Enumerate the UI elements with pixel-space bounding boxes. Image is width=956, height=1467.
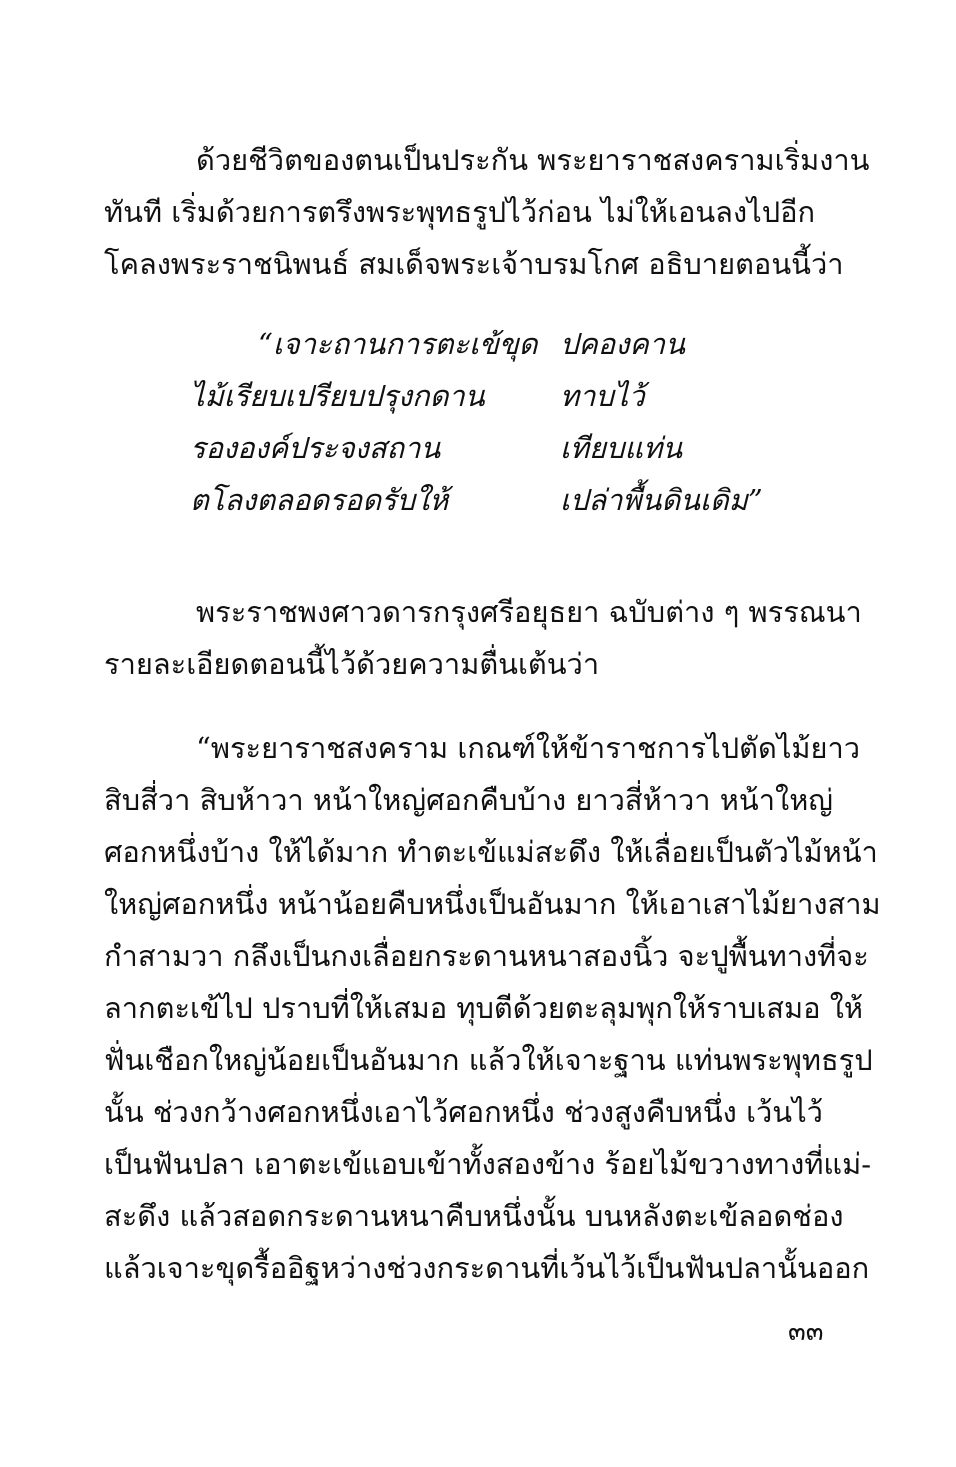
- verse-line-4-right: เปล่าพื้นดินเดิม”: [560, 483, 763, 517]
- page-number: ๓๓: [788, 1317, 824, 1347]
- paragraph-3-line-8: นั้น ช่วงกว้างศอกหนึ่งเอาไว้ศอกหนึ่ง ช่วงสูงคืบหนึ่ง เว้นไว้: [104, 1095, 823, 1129]
- paragraph-3-line-11: แล้วเจาะขุดรื้ออิฐหว่างช่วงกระดานที่เว้นไว้เป็นฟันปลานั้นออก: [104, 1251, 870, 1285]
- paragraph-3-line-7: ฟั่นเชือกใหญ่น้อยเป็นอันมาก แล้วให้เจาะฐาน แท่นพระพุทธรูป: [104, 1043, 873, 1077]
- paragraph-1-line-3: โคลงพระราชนิพนธ์ สมเด็จพระเจ้าบรมโกศ อธิบายตอนนี้ว่า: [104, 247, 844, 281]
- verse-line-4-left: ตโลงตลอดรอดรับให้: [190, 483, 449, 517]
- paragraph-1-line-1: ด้วยชีวิตของตนเป็นประกัน พระยาราชสงครามเริ่มงาน: [196, 143, 870, 177]
- verse-line-3-right: เทียบแท่น: [560, 431, 683, 465]
- paragraph-3-line-1: “พระยาราชสงคราม เกณฑ์ให้ข้าราชการไปตัดไม้ยาว: [196, 731, 861, 765]
- verse-line-1-right: ปคองคาน: [560, 327, 685, 361]
- paragraph-3-line-3: ศอกหนึ่งบ้าง ให้ได้มาก ทำตะเข้แม่สะดึง ให้เลื่อยเป็นตัวไม้หน้า: [104, 835, 878, 869]
- paragraph-2-line-1: พระราชพงศาวดารกรุงศรีอยุธยา ฉบับต่าง ๆ พรรณนา: [196, 595, 862, 629]
- paragraph-3-line-6: ลากตะเข้ไป ปราบที่ให้เสมอ ทุบตีด้วยตะลุมพุกให้ราบเสมอ ให้: [104, 991, 864, 1025]
- verse-line-2-left: ไม้เรียบเปรียบปรุงกดาน: [190, 379, 485, 413]
- paragraph-3-line-2: สิบสี่วา สิบห้าวา หน้าใหญ่ศอกคืบบ้าง ยาวสี่ห้าวา หน้าใหญ่: [104, 783, 834, 817]
- verse-line-2-right: ทาบไว้: [560, 379, 645, 413]
- paragraph-3-line-5: กำสามวา กลึงเป็นกงเลื่อยกระดานหนาสองนิ้ว จะปูพื้นทางที่จะ: [104, 939, 869, 973]
- paragraph-2-line-2: รายละเอียดตอนนี้ไว้ด้วยความตื่นเต้นว่า: [104, 647, 600, 681]
- paragraph-3-line-10: สะดึง แล้วสอดกระดานหนาคืบหนึ่งนั้น บนหลังตะเข้ลอดช่อง: [104, 1199, 844, 1233]
- paragraph-3-line-9: เป็นฟันปลา เอาตะเข้แอบเข้าทั้งสองข้าง ร้อยไม้ขวางทางที่แม่-: [104, 1147, 872, 1181]
- verse-line-1-left: “เจาะถานการตะเข้ขุด: [258, 327, 538, 361]
- paragraph-3-line-4: ใหญ่ศอกหนึ่ง หน้าน้อยคืบหนึ่งเป็นอันมาก ให้เอาเสาไม้ยางสาม: [104, 887, 881, 921]
- verse-line-3-left: รององค์ประจงสถาน: [190, 431, 441, 465]
- paragraph-1-line-2: ทันที เริ่มด้วยการตรึงพระพุทธรูปไว้ก่อน ไม่ให้เอนลงไปอีก: [104, 195, 816, 229]
